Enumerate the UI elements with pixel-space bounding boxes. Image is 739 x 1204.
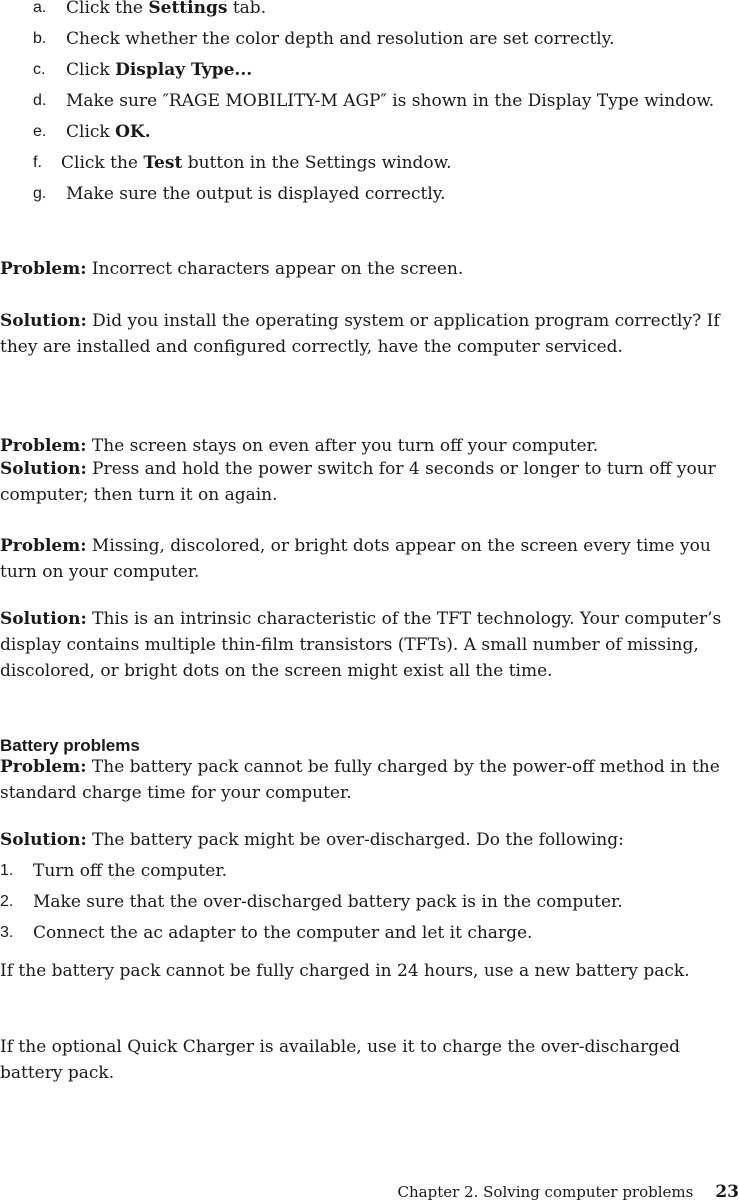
section-heading: Battery problems [0,736,140,755]
display-steps-list [33,0,733,212]
problem-paragraph: Problem: Incorrect characters appear on the screen. [0,259,464,279]
note-paragraph: If the battery pack cannot be fully charged in 24 hours, use a new battery pack. [0,961,690,981]
list-item: g. Make sure the output is displayed correctly. [33,181,733,207]
list-item: c. Click Display Type... [33,57,733,83]
list-marker: g. [33,185,47,202]
battery-steps-list [0,858,735,951]
list-marker: 2. [0,893,14,910]
list-item: a. Click the Settings tab. [33,0,733,21]
solution-paragraph: Solution: Did you install the operating system or application program correctly? If they are installed and configured correctly, have the computer serviced. [0,311,720,357]
list-item: 1. Turn off the computer. [0,858,735,884]
solution-paragraph: Solution: The battery pack might be over-discharged. Do the following: [0,830,624,850]
list-marker: c. [33,61,46,78]
list-marker: e. [33,123,47,140]
list-marker: d. [33,92,47,109]
page-number: 23 [715,1182,739,1202]
list-marker: a. [33,0,47,16]
page-footer [398,1181,739,1203]
solution-paragraph: Solution: This is an intrinsic characteristic of the TFT technology. Your computer’s display contains multiple thin-film transistors (TFTs). A small number of missing, discolored, or bright dots on the screen might exist all the time. [0,609,722,681]
list-item: e. Click OK. [33,119,733,145]
list-item: 2. Make sure that the over-discharged battery pack is in the computer. [0,889,735,915]
list-marker: f. [33,154,42,171]
problem-paragraph: Problem: Missing, discolored, or bright dots appear on the screen every time you turn on your computer. [0,536,711,582]
list-item: f. Click the Test button in the Settings window. [33,150,733,176]
list-item: d. Make sure ″RAGE MOBILITY-M AGP″ is shown in the Display Type window. [33,88,733,114]
chapter-title: Chapter 2. Solving computer problems [397,1183,694,1201]
problem-paragraph: Problem: The battery pack cannot be fully charged by the power-off method in the standard charge time for your computer. [0,757,720,803]
list-marker: 3. [0,924,14,941]
problem-paragraph: Problem: The screen stays on even after you turn off your computer. [0,436,599,456]
list-item: b. Check whether the color depth and resolution are set correctly. [33,26,733,52]
list-marker: b. [33,30,47,47]
solution-paragraph: Solution: Press and hold the power switch for 4 seconds or longer to turn off your computer; then turn it on again. [0,459,716,505]
list-marker: 1. [0,862,14,879]
note-paragraph: If the optional Quick Charger is available, use it to charge the over-discharged battery pack. [0,1037,681,1083]
list-item: 3. Connect the ac adapter to the computer and let it charge. [0,920,735,946]
